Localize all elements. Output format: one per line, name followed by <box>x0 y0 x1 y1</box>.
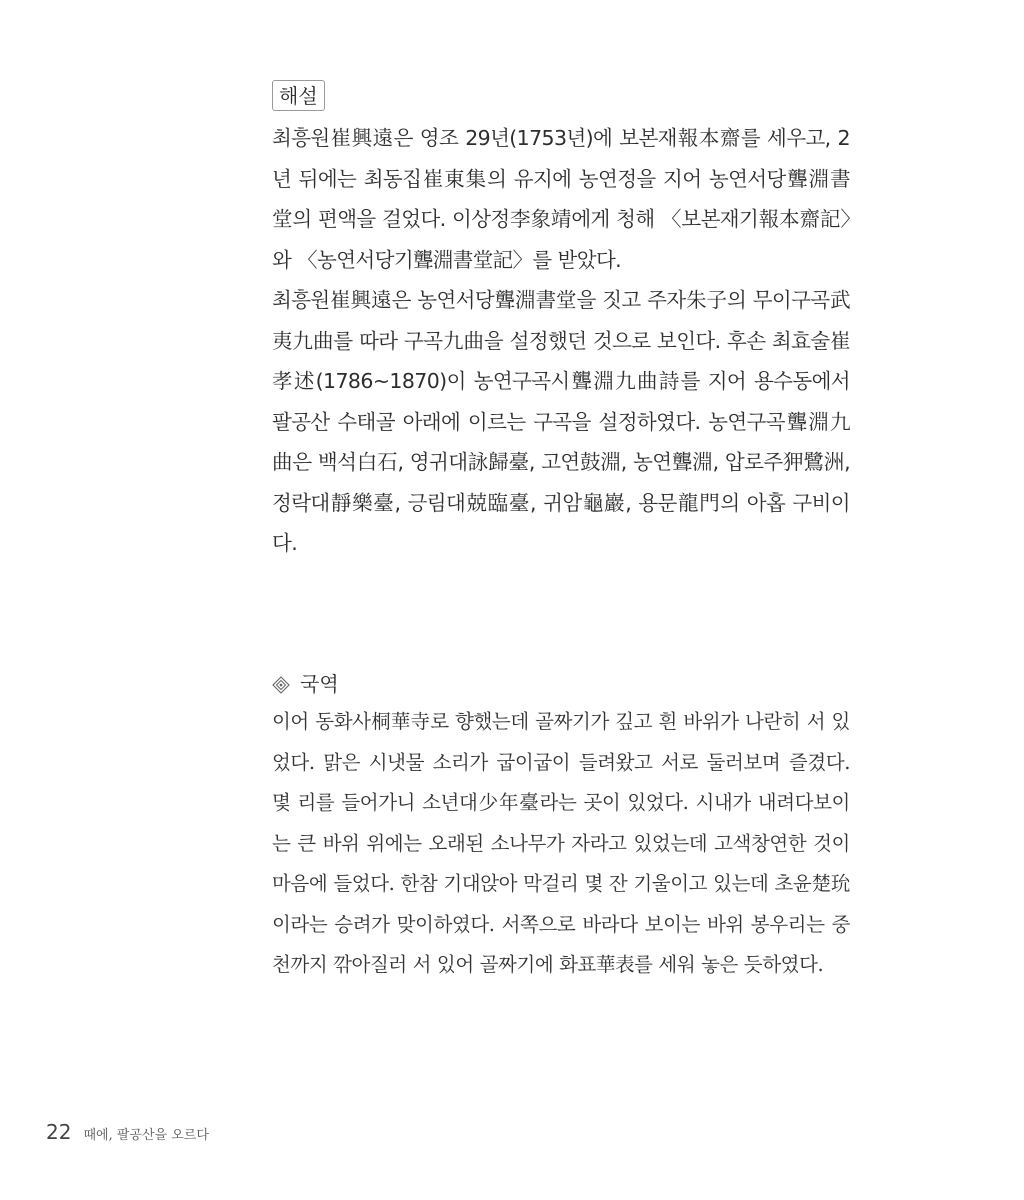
page-footer <box>46 1120 209 1144</box>
commentary-tag: 해설 <box>272 80 325 111</box>
page-number: 22 <box>46 1120 72 1144</box>
commentary-paragraph-1: 최흥원崔興遠은 영조 29년(1753년)에 보본재報本齋를 세우고, 2년 뒤에는 최동집崔東集의 유지에 농연정을 지어 농연서당聾淵書堂의 편액을 걸었다. 이상정李象靖에게 청해 〈보본재기報本齋記〉와 〈농연서당기聾淵書堂記〉를 받았다. <box>272 126 850 272</box>
translation-header <box>272 668 339 697</box>
running-title: 때에, 팔공산을 오르다 <box>83 1128 209 1143</box>
translation-body <box>272 702 850 986</box>
commentary-body <box>272 118 850 564</box>
translation-heading: 국역 <box>300 672 339 696</box>
diamond-ornament-icon <box>272 675 290 693</box>
commentary-paragraph-2: 최흥원崔興遠은 농연서당聾淵書堂을 짓고 주자朱子의 무이구곡武夷九曲를 따라 구곡九曲을 설정했던 것으로 보인다. 후손 최효술崔孝述(1786~1870)이 농연구곡시聾淵九曲詩를 지어 용수동에서 팔공산 수태골 아래에 이르는 구곡을 설정하였다. 농연구곡聾淵九曲은 백석白石, 영귀대詠歸臺, 고연鼓淵, 농연聾淵, 압로주狎鷺洲, 정락대靜樂臺, 긍림대兢臨臺, 귀암龜巖, 용문龍門의 아홉 구비이다. <box>272 288 850 555</box>
translation-paragraph: 이어 동화사桐華寺로 향했는데 골짜기가 깊고 흰 바위가 나란히 서 있었다. 맑은 시냇물 소리가 굽이굽이 들려왔고 서로 둘러보며 즐겼다. 몇 리를 들어가니 소년대少年臺라는 곳이 있었다. 시내가 내려다보이는 큰 바위 위에는 오래된 소나무가 자라고 있었는데 고색창연한 것이 마음에 들었다. 한참 기대앉아 막걸리 몇 잔 기울이고 있는데 초윤楚玧이라는 승려가 맞이하였다. 서쪽으로 바라다 보이는 바위 봉우리는 중천까지 깎아질러 서 있어 골짜기에 화표華表를 세워 놓은 듯하였다. <box>272 710 850 976</box>
